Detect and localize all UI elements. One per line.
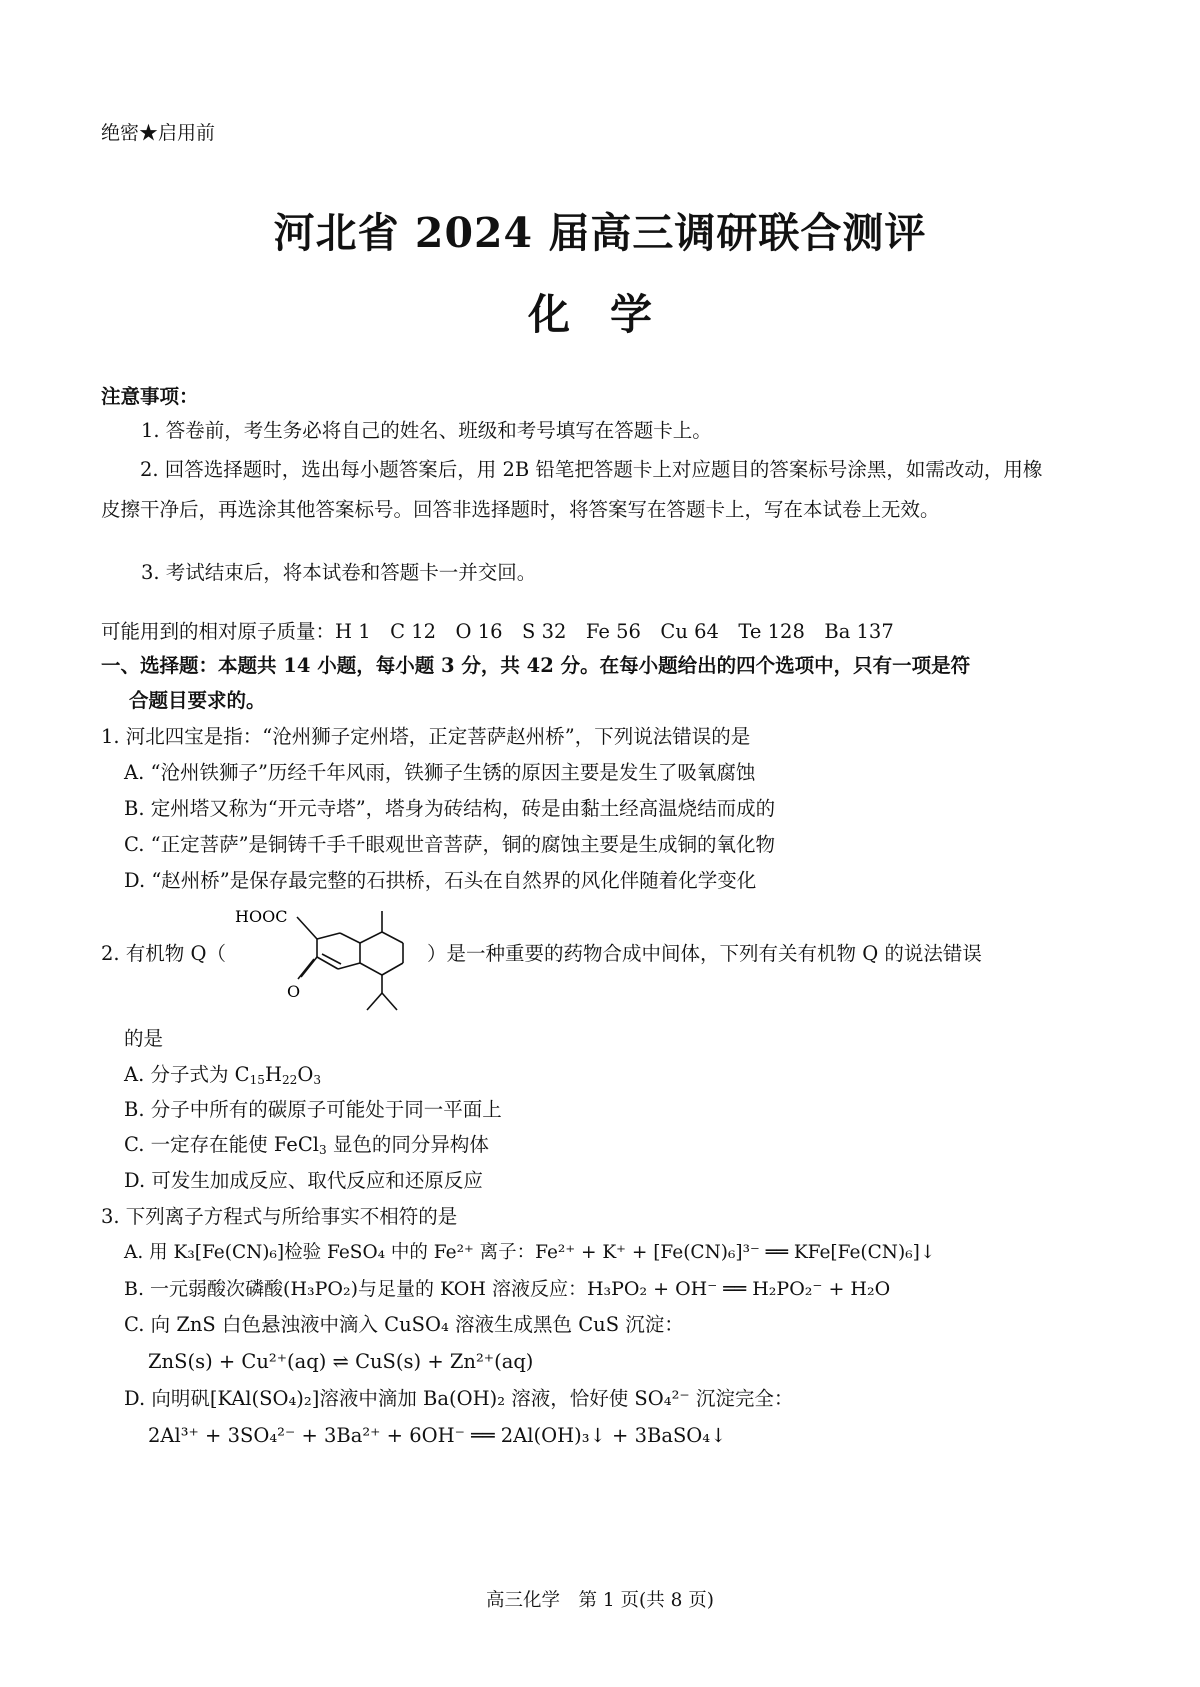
secret-mark: 绝密★启用前: [101, 122, 216, 144]
page-footer: 高三化学 第 1 页(共 8 页): [486, 1590, 714, 1611]
q2-option-c: C. 一定存在能使 FeCl$_3$ 显色的同分异构体: [124, 1133, 489, 1158]
q2-stem-suffix: ）是一种重要的药物合成中间体，下列有关有机物 Q 的说法错误: [427, 942, 982, 965]
q2-option-d: D. 可发生加成反应、取代反应和还原反应: [124, 1169, 483, 1192]
q2-option-a: A. 分子式为 $C_{15}H_{22}O_3$: [124, 1063, 322, 1088]
q3-option-a: A. 用 K₃[Fe(CN)₆]检验 FeSO₄ 中的 Fe²⁺ 离子：Fe²⁺ + K⁺ + [Fe(CN)₆]³⁻ ══ KFe[Fe(CN)₆]↓: [124, 1242, 936, 1263]
section-heading: 一、选择题：本题共 14 小题，每小题 3 分，共 42 分。在每小题给出的四个选项中，只有一项是符: [101, 654, 971, 677]
atomic-masses: 可能用到的相对原子质量：H 1 C 12 O 16 S 32 Fe 56 Cu 64 Te 128 Ba 137: [101, 620, 894, 643]
subject-title: 化学: [527, 290, 692, 339]
q1-option-c: C. “正定菩萨”是铜铸千手千眼观世音菩萨，铜的腐蚀主要是生成铜的氧化物: [124, 833, 776, 856]
notice-item-1: 1. 答卷前，考生务必将自己的姓名、班级和考号填写在答题卡上。: [141, 419, 712, 442]
q1-option-b: B. 定州塔又称为“开元寺塔”，塔身为砖结构，砖是由黏土经高温烧结而成的: [124, 797, 776, 820]
notice-heading: 注意事项：: [101, 385, 199, 408]
notice-item-2: 2. 回答选择题时，选出每小题答案后，用 2B 铅笔把答题卡上对应题目的答案标号涂黑，如需改动，用橡皮擦干净后，再选涂其他答案标号。回答非选择题时，将答案写在答题卡上，写在本试卷上无效。: [101, 458, 1043, 521]
q3-option-c: C. 向 ZnS 白色悬浊液中滴入 CuSO₄ 溶液生成黑色 CuS 沉淀：: [124, 1313, 684, 1336]
q2-stem-prefix: 2. 有机物 Q（: [101, 942, 226, 965]
q1-stem: 1. 河北四宝是指：“沧州狮子定州塔，正定菩萨赵州桥”，下列说法错误的是: [101, 725, 751, 748]
q2-option-b: B. 分子中所有的碳原子可能处于同一平面上: [124, 1098, 502, 1121]
q3-option-c-equation: ZnS(s) + Cu²⁺(aq) ⇌ CuS(s) + Zn²⁺(aq): [148, 1350, 534, 1373]
section-heading-cont: 合题目要求的。: [129, 689, 266, 712]
structure-label-o: O: [287, 982, 301, 1001]
structure-label-cooh: HOOC: [235, 907, 288, 926]
q2-stem-end: 的是: [124, 1027, 164, 1050]
q3-option-d-equation: 2Al³⁺ + 3SO₄²⁻ + 3Ba²⁺ + 6OH⁻ ══ 2Al(OH)₃↓ + 3BaSO₄↓: [148, 1424, 727, 1447]
exam-title: 河北省 2024 届高三调研联合测评: [273, 209, 927, 257]
q3-option-d: D. 向明矾[KAl(SO₄)₂]溶液中滴加 Ba(OH)₂ 溶液，恰好使 SO₄²⁻ 沉淀完全：: [124, 1387, 794, 1410]
q3-stem: 3. 下列离子方程式与所给事实不相符的是: [101, 1205, 458, 1228]
molecule-q-structure: [235, 905, 425, 1015]
q1-option-d: D. “赵州桥”是保存最完整的石拱桥，石头在自然界的风化伴随着化学变化: [124, 869, 757, 892]
notice-item-3: 3. 考试结束后，将本试卷和答题卡一并交回。: [141, 561, 537, 584]
q3-option-b: B. 一元弱酸次磷酸(H₃PO₂)与足量的 KOH 溶液反应：H₃PO₂ + OH⁻ ══ H₂PO₂⁻ + H₂O: [124, 1278, 891, 1300]
molecule-bonds: [297, 911, 403, 1010]
q1-option-a: A. “沧州铁狮子”历经千年风雨，铁狮子生锈的原因主要是发生了吸氧腐蚀: [124, 761, 756, 784]
